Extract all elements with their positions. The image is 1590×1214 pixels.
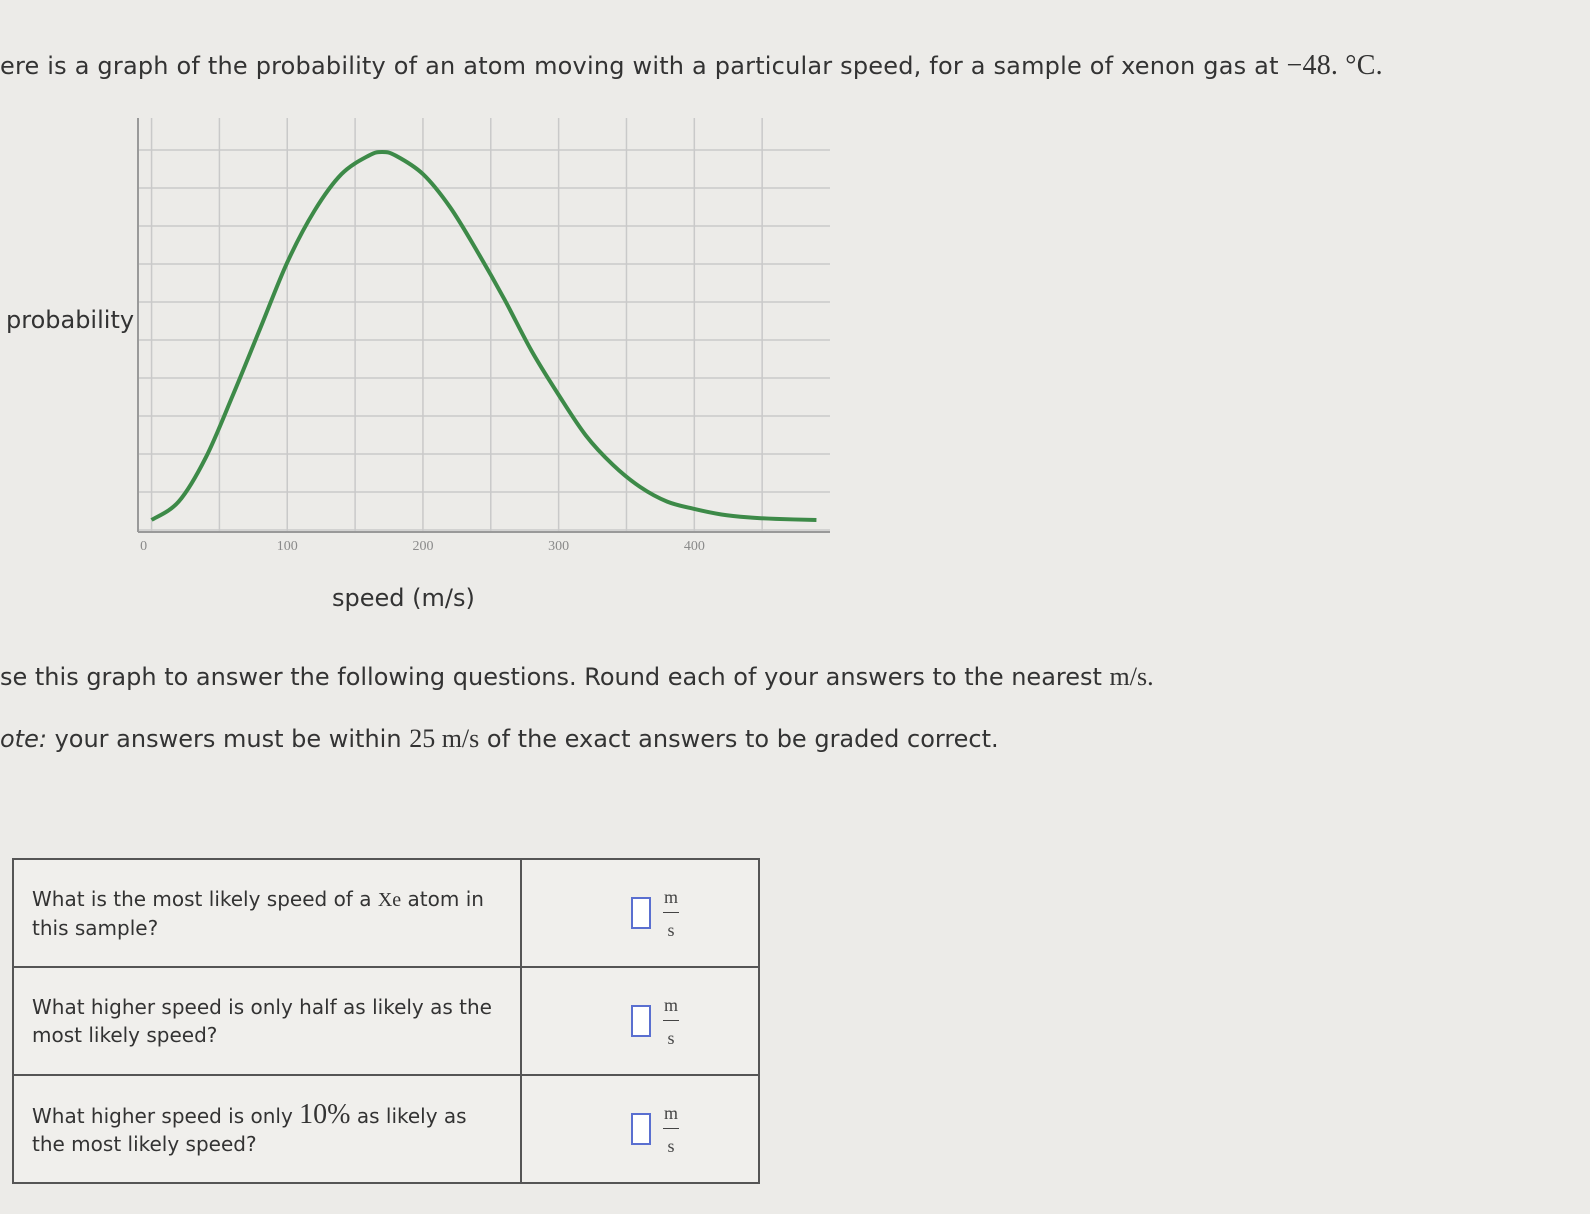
- answer-input-3[interactable]: [631, 1113, 651, 1145]
- unit-m-per-s: $\frac{m}{s}$: [663, 886, 678, 940]
- x-axis-label: speed (m/s): [332, 584, 475, 612]
- x-tick-label: 300: [548, 539, 570, 554]
- y-axis-label: probability: [6, 306, 135, 334]
- question-2: What higher speed is only half as likely as the most likely speed?: [13, 967, 521, 1075]
- element-xe: Xe: [377, 888, 402, 911]
- intro-text: ere is a graph of the probability of an atom moving with a particular speed, for a sample of xenon gas at: [0, 52, 1287, 80]
- table-row: [13, 967, 759, 1075]
- question-3: What higher speed is only 10% as likely as the most likely speed?: [13, 1075, 521, 1183]
- table-row: [13, 1075, 759, 1183]
- question-intro: [0, 50, 1383, 82]
- answer-cell-3: [521, 1075, 759, 1183]
- answer-input-1[interactable]: [631, 897, 651, 929]
- note-text-before: your answers must be within: [46, 725, 410, 753]
- x-tick-label: 200: [412, 539, 434, 554]
- answer-cell-2: [521, 967, 759, 1075]
- note-value: 25 m/s: [409, 724, 480, 753]
- answer-cell-1: [521, 859, 759, 967]
- note-text-after: of the exact answers to be graded correct.: [479, 725, 999, 753]
- x-tick-label: 100: [276, 539, 298, 554]
- table-row: [13, 859, 759, 967]
- x-tick-label: 400: [683, 539, 705, 554]
- intro-temperature: −48. °C.: [1286, 50, 1383, 81]
- note: [0, 724, 999, 754]
- instructions-unit: m/s.: [1109, 662, 1154, 691]
- unit-m-per-s: $\frac{m}{s}$: [663, 994, 678, 1048]
- answer-input-2[interactable]: [631, 1005, 651, 1037]
- instructions: [0, 662, 1154, 692]
- percent-value: 10%: [299, 1098, 351, 1130]
- probability-speed-chart: [0, 110, 880, 570]
- x-tick-label: 0: [140, 539, 148, 554]
- chart-series: [152, 152, 817, 520]
- probability-curve: [152, 152, 817, 520]
- questions-table: [12, 858, 760, 1184]
- chart-axes: [138, 118, 830, 532]
- note-label: ote:: [0, 725, 47, 753]
- chart-grid: [138, 118, 830, 532]
- question-1: What is the most likely speed of a Xe atom in this sample?: [13, 859, 521, 967]
- unit-m-per-s: $\frac{m}{s}$: [663, 1102, 678, 1156]
- instructions-text: se this graph to answer the following questions. Round each of your answers to the nearest: [0, 663, 1110, 691]
- x-tick-labels: [140, 539, 705, 554]
